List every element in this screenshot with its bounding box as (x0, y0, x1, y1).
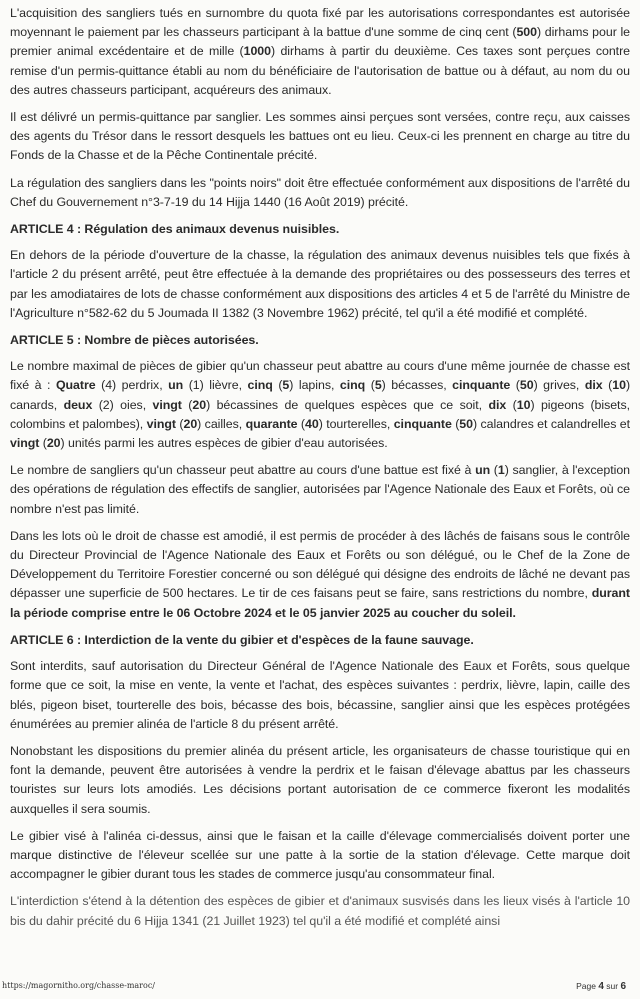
text-run: ( (510, 378, 520, 393)
bold-text: deux (63, 397, 93, 412)
bold-text: cinq (339, 378, 366, 393)
bold-text: vingt (10, 436, 40, 451)
text-run: ( (602, 378, 613, 393)
bold-text: 10 (612, 378, 626, 393)
text-run: Le nombre maximal de pièces de gibier qu'un chasseur peut abattre au cours d'une même journée de chasse est fixé à : (10, 359, 630, 393)
text-run: Nonobstant les dispositions du premier alinéa du présent article, les organisateurs de chasse touristique qui en font la demande, peuvent être autorisées à vendre la perdrix et le faisan d'élevage abattus par les chasseurs touristes sur leurs lots amodiés. Les décisions portant autorisation de ce commerce fixeront les modalités auxquelles il sera soumis. (10, 743, 630, 816)
text-run: (2) oies, (92, 397, 153, 412)
text-run: ( (297, 416, 306, 431)
text-run: Il est délivré un permis-quittance par sanglier. Les sommes ainsi perçues sont versées, contre reçu, aux caisses des agents du Trésor dans le ressort desquels les battues ont eu lieu. Ceux-ci les prennent en charge au titre du Fonds de la Chasse et de la Pêche Continentale précité. (10, 110, 630, 163)
paragraph (10, 246, 630, 323)
bold-text: 20 (46, 436, 61, 451)
text-run: ) lapins, (289, 378, 340, 393)
text-run: (4) perdrix, (95, 378, 169, 393)
page-footer (0, 973, 640, 999)
paragraph (10, 657, 630, 734)
bold-text: 1000 (243, 44, 271, 59)
text-run: ) bécasses, (381, 378, 453, 393)
bold-text: cinquante (393, 416, 452, 431)
text-run: ( (451, 416, 460, 431)
source-url[interactable]: https://magornitho.org/chasse-maroc/ (2, 981, 155, 990)
text-run: ARTICLE 6 : Interdiction de la vente du gibier et d'espèces de la faune sauvage. (10, 632, 474, 647)
text-run: ( (175, 416, 184, 431)
paragraph (10, 108, 630, 166)
text-run: ( (506, 397, 517, 412)
paragraph (10, 742, 630, 819)
bold-text: cinquante (452, 378, 511, 393)
text-run: Dans les lots où le droit de chasse est amodié, il est permis de procéder à des lâchés de faisans sous le contrôle du Directeur Provincial de l'Agence Nationale des Eaux et Forêts ou son délégué, ou le Chef de la Zone de Développement du Territoire Forestier concerné ou son délégué qui désigne des endroits de lâché ne devant pas dépasser une superficie de 500 hectares. Le tir de ces faisans peut se faire, sans restrictions du nombre, (10, 528, 630, 601)
paragraph (10, 527, 630, 623)
text-run: ) sanglier, à l'exception des opérations de régulation des effectifs de sanglier, autorisées par l'Agence Nationale des Eaux et Forêts, où ce nombre n'est pas limité. (10, 463, 631, 516)
text-run: ( (490, 463, 498, 478)
text-run: ) canards, (10, 378, 631, 412)
bold-text: 10 (516, 397, 531, 412)
article-heading (10, 631, 630, 650)
bold-text: durant la période comprise entre le 06 Octobre 2024 et le 05 janvier 2025 au coucher du soleil. (10, 586, 630, 620)
text-run: L'interdiction s'étend à la détention des espèces de gibier et d'animaux susvisés dans les lieux visés à l'article 10 bis du dahir précité du 6 Hijja 1341 (21 Juillet 1923) tel qu'il a été modifié et complété ainsi (10, 894, 630, 928)
text-run: ARTICLE 4 : Régulation des animaux devenus nuisibles. (10, 222, 340, 237)
bold-text: un (475, 463, 491, 478)
bold-text: un (168, 378, 184, 393)
bold-text: 1 (497, 463, 505, 478)
bold-text: cinq (247, 378, 273, 393)
text-run: ( (272, 378, 283, 393)
bold-text: 40 (305, 416, 319, 431)
text-run: L'acquisition des sangliers tués en surnombre du quota fixé par les autorisations correspondantes est autorisée moyennant le paiement par les chasseurs participant à la battue d'une somme de cinq cent ( (10, 6, 630, 40)
bold-text: 50 (459, 416, 473, 431)
bold-text: 20 (192, 397, 207, 412)
paragraph (10, 174, 630, 212)
text-run: Sont interdits, sauf autorisation du Directeur Général de l'Agence Nationale des Eaux et Forêts, sous quelque forme que ce soit, la mise en vente, la vente et l'achat, des espèces suivantes : perdrix, lièvre, lapin, caille des blés, pigeon biset, tourterelle des bois, bécasse des bois, bécassine, sanglier ainsi que les espèces protégées énumérées au premier alinéa de l'article 8 du présent arrêté. (10, 659, 630, 731)
text-run: Le nombre de sangliers qu'un chasseur peut abattre au cours d'une battue est fixé à (10, 463, 476, 478)
text-run: La régulation des sangliers dans les "points noirs" doit être effectuée conformément aux dispositions de l'arrêté du Chef du Gouvernement n°3-7-19 du 14 Hijja 1440 (16 Août 2019) précité. (10, 175, 630, 209)
bold-text: dix (584, 378, 603, 393)
document-body (10, 4, 630, 939)
text-run: ) bécassines de quelques espèces que ce soit, (206, 397, 489, 412)
paragraph (10, 827, 630, 885)
paragraph (10, 4, 630, 100)
page-number: Page 4 sur 6 (576, 981, 626, 992)
bold-text: vingt (146, 416, 176, 431)
bold-text: 5 (282, 378, 290, 393)
bold-text: dix (488, 397, 507, 412)
paragraph (10, 892, 630, 930)
text-run: ) dirhams pour le premier animal excédentaire et de mille ( (10, 25, 630, 59)
text-run: ) calandres et calandrelles et (472, 416, 631, 431)
text-run: ( (181, 397, 193, 412)
text-run: En dehors de la période d'ouverture de la chasse, la régulation des animaux devenus nuisibles tels que fixés à l'article 2 du présent arrêté, peut être effectuée à la demande des propriétaires ou des possesseurs des terres et par les amodiataires de lots de chasse conformément aux dispositions des articles 4 et 5 de l'arrêté du Ministre de l'Agriculture n°582-62 du 5 Joumada II 1382 (3 Novembre 1962) précité, tel qu'il a été modifié et complété. (10, 248, 630, 320)
bold-text: 50 (519, 378, 534, 393)
text-run: ) tourterelles, (318, 416, 394, 431)
bold-text: 5 (374, 378, 382, 393)
text-run: ) grives, (533, 378, 585, 393)
text-run: ) dirhams à partir du deuxième. Ces taxes sont perçues contre remise d'un permis-quittance établi au nom du bénéficiaire de l'autorisation de battue ou à défaut, au nom du ou des autres chasseurs participant, acquéreurs des animaux. (10, 44, 630, 97)
text-run: Le gibier visé à l'alinéa ci-dessus, ainsi que le faisan et la caille d'élevage commercialisés doivent porter une marque distinctive de l'éleveur scellée sur une patte à la sortie de la station d'élevage. Cette marque doit accompagner le gibier durant tous les stades de commerce jusqu'au consommateur final. (10, 828, 630, 882)
article-heading (10, 331, 630, 350)
text-run: ( (365, 378, 375, 393)
text-run: ) unités parmi les autres espèces de gibier d'eau autorisées. (60, 436, 388, 451)
bold-text: 500 (516, 25, 537, 40)
text-run: (1) lièvre, (183, 378, 248, 393)
article-heading (10, 220, 630, 239)
paragraph (10, 357, 630, 453)
text-run: ( (39, 436, 47, 451)
text-run: ARTICLE 5 : Nombre de pièces autorisées. (10, 333, 259, 348)
bold-text: 20 (183, 416, 198, 431)
bold-text: quarante (245, 416, 298, 431)
bold-text: Quatre (55, 378, 96, 393)
bold-text: vingt (152, 397, 182, 412)
paragraph (10, 461, 630, 519)
text-run: ) cailles, (197, 416, 246, 431)
text-run: ) pigeons (bisets, colombins et palombes), (10, 397, 630, 431)
